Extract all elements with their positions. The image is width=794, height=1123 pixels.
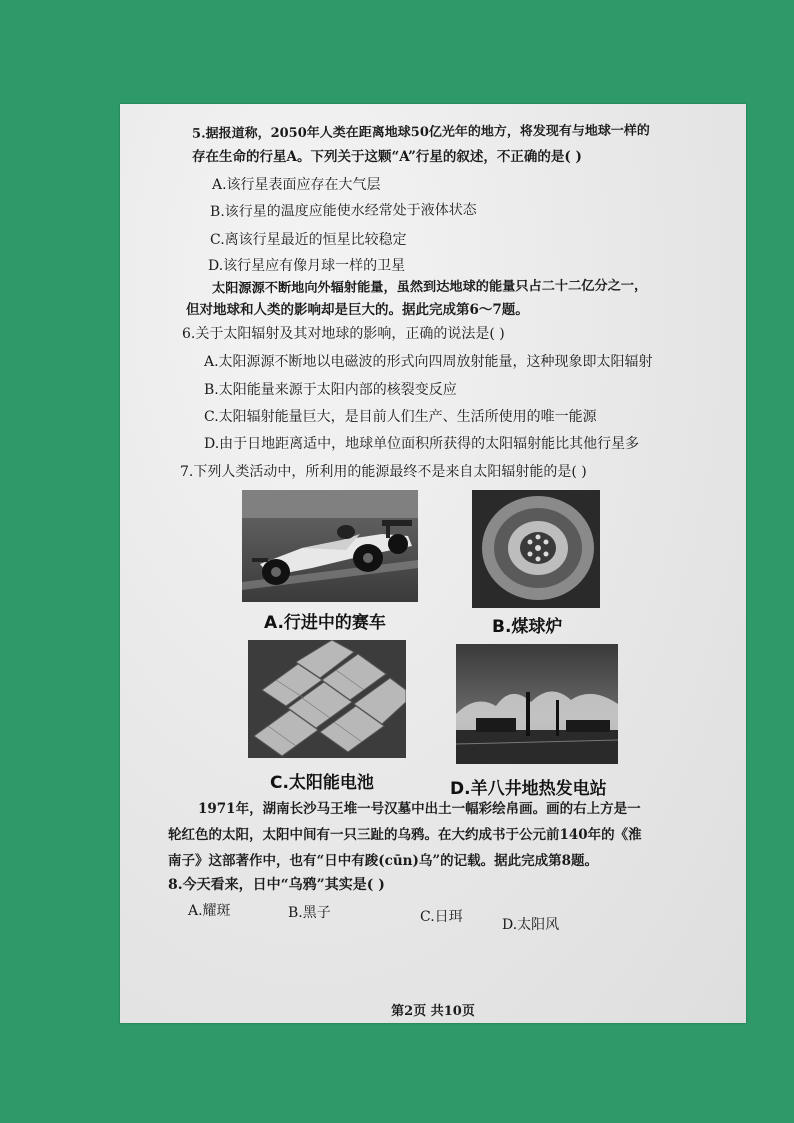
q5-option-b: B.该行星的温度应能使水经常处于液体状态 [209, 202, 477, 220]
q5-option-d: D.该行星应有像月球一样的卫星 [208, 258, 406, 274]
q8-option-c: C.日珥 [420, 909, 463, 925]
passage1-line1: 太阳源源不断地向外辐射能量，虽然到达地球的能量只占二十二亿分之一， [211, 278, 648, 297]
page-number-footer: 第2页 共10页 [391, 1004, 475, 1019]
q6-option-a: A.太阳源源不断地以电磁波的形式向四周放射能量，这种现象即太阳辐射 [204, 354, 653, 370]
race-car-photo [242, 490, 418, 602]
q6-option-b: B.太阳能量来源于太阳内部的核裂变反应 [204, 382, 457, 398]
q5-stem-line2: 存在生命的行星A。下列关于这颗“A”行星的叙述，不正确的是( ) [192, 149, 582, 165]
caption-race-car: A.行进中的赛车 [264, 613, 386, 633]
passage2-line3: 南子》这部著作中，也有“日中有踆(cūn)乌”的记载。据此完成第8题。 [168, 853, 599, 869]
q8-stem: 8.今天看来，日中“乌鸦”其实是( ) [168, 877, 385, 893]
solar-cell-photo [248, 640, 406, 758]
caption-geothermal-plant: D.羊八井地热发电站 [450, 779, 607, 799]
caption-coal-stove: B.煤球炉 [492, 617, 563, 637]
q6-stem: 6.关于太阳辐射及其对地球的影响，正确的说法是( ) [182, 326, 505, 342]
q6-option-c: C.太阳辐射能量巨大，是目前人们生产、生活所使用的唯一能源 [204, 409, 597, 425]
q8-option-d: D.太阳风 [502, 917, 560, 933]
caption-solar-cell: C.太阳能电池 [270, 773, 374, 793]
q8-option-b: B.黑子 [288, 905, 331, 921]
passage2-line2: 轮红色的太阳，太阳中间有一只三趾的乌鸦。在大约成书于公元前140年的《淮 [168, 827, 642, 843]
coal-stove-photo [472, 490, 600, 608]
q7-stem: 7.下列人类活动中，所利用的能源最终不是来自太阳辐射能的是( ) [180, 464, 587, 480]
q8-option-a: A.耀斑 [188, 903, 231, 919]
exam-page [120, 104, 746, 1023]
q5-option-a: A.该行星表面应存在大气层 [212, 177, 381, 193]
passage2-line1: 1971年，湖南长沙马王堆一号汉墓中出土一幅彩绘帛画。画的右上方是一 [198, 801, 641, 817]
q5-option-c: C.离该行星最近的恒星比较稳定 [210, 232, 407, 248]
q5-stem-line1: 5.据报道称，2050年人类在距离地球50亿光年的地方，将发现有与地球一样的 [191, 123, 650, 142]
passage1-line2: 但对地球和人类的影响却是巨大的。据此完成第6～7题。 [186, 302, 529, 318]
geothermal-plant-photo [456, 644, 618, 764]
q6-option-d: D.由于日地距离适中，地球单位面积所获得的太阳辐射能比其他行星多 [204, 436, 640, 452]
